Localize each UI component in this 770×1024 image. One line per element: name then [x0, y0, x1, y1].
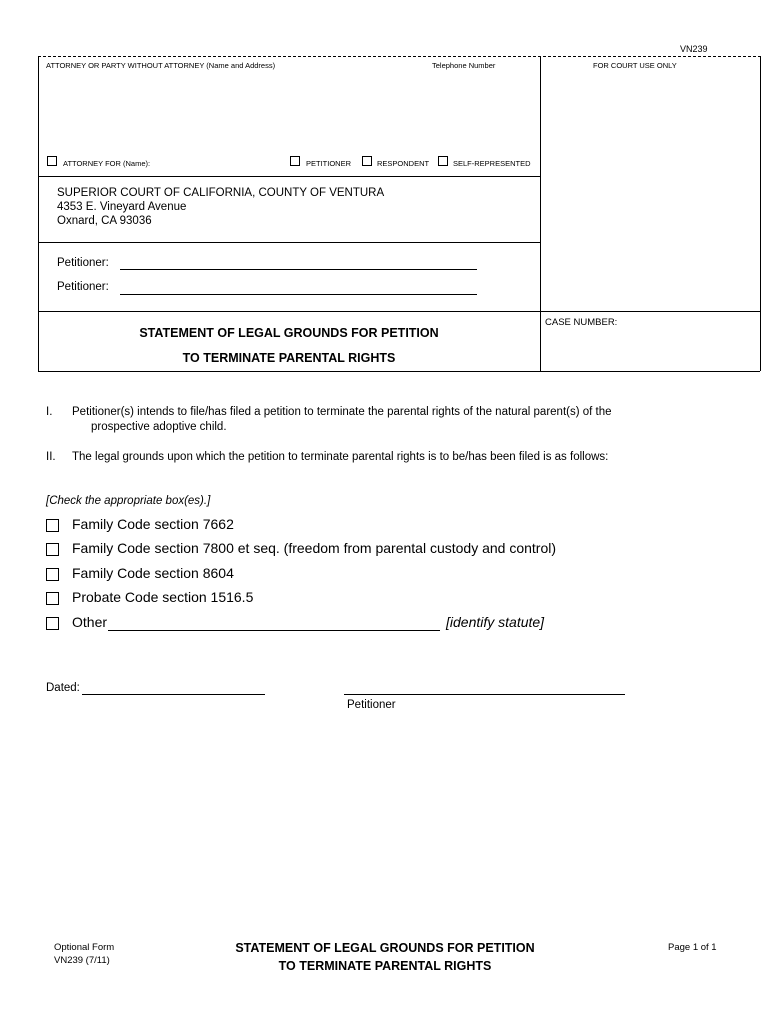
item1-text-continued: prospective adoptive child.	[91, 421, 227, 433]
option-probate-1516-label: Probate Code section 1516.5	[72, 589, 254, 605]
petitioner-checkbox[interactable]	[290, 156, 300, 166]
court-name: SUPERIOR COURT OF CALIFORNIA, COUNTY OF VENTURA	[57, 187, 385, 199]
attorney-section-bottom	[38, 176, 540, 177]
form-title-line2: TO TERMINATE PARENTAL RIGHTS	[182, 351, 396, 365]
dated-field[interactable]	[82, 694, 265, 695]
petitioner-signature-label: Petitioner	[347, 699, 396, 711]
other-statute-field[interactable]	[108, 630, 440, 631]
identify-statute-hint: [identify statute]	[446, 614, 545, 630]
option-family-7800-label: Family Code section 7800 et seq. (freedom from parental custody and control)	[72, 540, 557, 556]
court-street: 4353 E. Vineyard Avenue	[57, 201, 187, 213]
option-family-8604-label: Family Code section 8604	[72, 565, 234, 581]
petitioner1-field[interactable]	[120, 269, 477, 270]
caption-right-border	[760, 56, 761, 371]
self-represented-option-label: SELF-REPRESENTED	[453, 159, 531, 168]
footer-title-line2: TO TERMINATE PARENTAL RIGHTS	[278, 959, 492, 973]
court-city: Oxnard, CA 93036	[57, 215, 152, 227]
form-title-line1: STATEMENT OF LEGAL GROUNDS FOR PETITION	[139, 326, 439, 340]
petitioner-signature-field[interactable]	[344, 694, 625, 695]
respondent-option-label: RESPONDENT	[377, 159, 430, 168]
item1-number: I.	[46, 406, 53, 418]
optional-form-label: Optional Form	[54, 942, 115, 953]
item1-text: Petitioner(s) intends to file/has filed a petition to terminate the parental rights of the natural parent(s) of the	[72, 406, 612, 418]
caption-divider	[540, 56, 541, 371]
option-family-7662-label: Family Code section 7662	[72, 516, 234, 532]
caption-top-border	[38, 56, 761, 57]
option-probate-1516-checkbox[interactable]	[46, 592, 59, 605]
parties-section-bottom	[38, 311, 760, 312]
court-section-bottom	[38, 242, 540, 243]
form-id: VN239	[680, 44, 708, 54]
self-represented-checkbox[interactable]	[438, 156, 448, 166]
petitioner2-field[interactable]	[120, 294, 477, 295]
telephone-label: Telephone Number	[432, 61, 496, 70]
option-family-7662-checkbox[interactable]	[46, 519, 59, 532]
attorney-for-checkbox[interactable]	[47, 156, 57, 166]
option-family-7800-checkbox[interactable]	[46, 543, 59, 556]
respondent-checkbox[interactable]	[362, 156, 372, 166]
item2-number: II.	[46, 451, 56, 463]
page-number: Page 1 of 1	[668, 942, 717, 953]
petitioner1-label: Petitioner:	[57, 257, 109, 269]
caption-bottom-border	[38, 371, 760, 372]
case-number-field[interactable]	[545, 332, 755, 366]
caption-left-border	[38, 56, 39, 371]
item2-text: The legal grounds upon which the petition to terminate parental rights is to be/has been filed is as follows:	[72, 451, 609, 463]
court-use-label: FOR COURT USE ONLY	[593, 61, 677, 70]
dated-label: Dated:	[46, 682, 80, 694]
option-other-label: Other	[72, 614, 108, 630]
attorney-for-label: ATTORNEY FOR (Name):	[63, 159, 151, 168]
petitioner-option-label: PETITIONER	[306, 159, 352, 168]
form-version: VN239 (7/11)	[54, 955, 110, 966]
check-instruction: [Check the appropriate box(es).]	[46, 495, 211, 507]
case-number-label: CASE NUMBER:	[545, 317, 618, 328]
petitioner2-label: Petitioner:	[57, 281, 109, 293]
attorney-label: ATTORNEY OR PARTY WITHOUT ATTORNEY (Name and Address)	[46, 61, 276, 70]
option-family-8604-checkbox[interactable]	[46, 568, 59, 581]
footer-title-line1: STATEMENT OF LEGAL GROUNDS FOR PETITION	[235, 941, 535, 955]
option-other-checkbox[interactable]	[46, 617, 59, 630]
